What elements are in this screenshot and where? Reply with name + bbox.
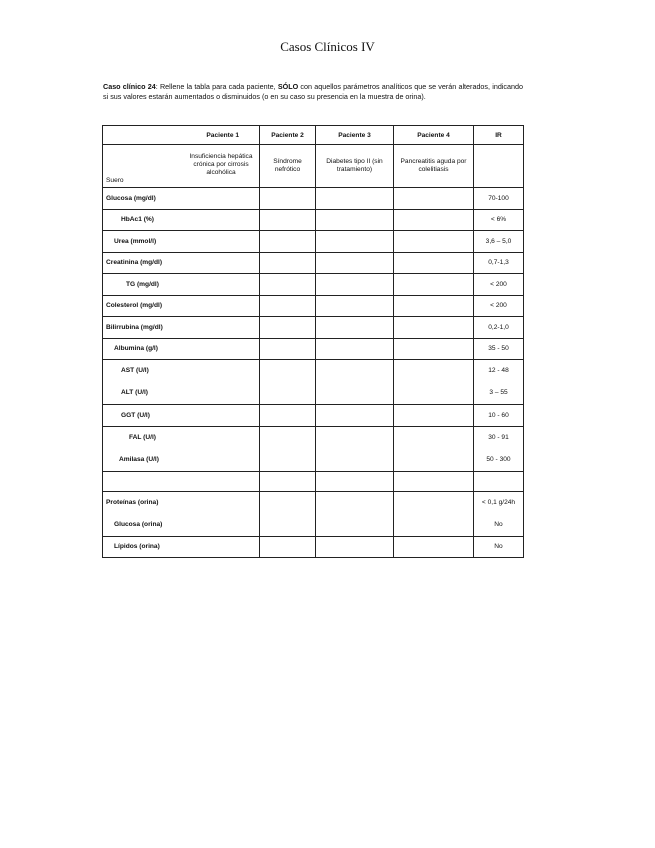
- patient-3-cell[interactable]: [316, 426, 394, 471]
- param-glucosa-orina: Glucosa (orina): [114, 520, 163, 528]
- table-row: [103, 188, 524, 210]
- param-label: Glucosa (mg/dl): [103, 188, 260, 210]
- patient-2-cell[interactable]: [260, 338, 316, 360]
- ir-ast: 12 - 48: [488, 367, 509, 374]
- suero-label: Suero: [106, 177, 124, 184]
- patient-2-cell[interactable]: [260, 536, 316, 558]
- instructions-emphasis: SÓLO: [277, 82, 299, 91]
- lab-parameters-table: [102, 125, 524, 558]
- param-fal: FAL (U/l): [129, 433, 156, 441]
- param-amilasa: Amilasa (U/l): [119, 455, 159, 463]
- blank-cell: [394, 471, 474, 491]
- patient-3-cell[interactable]: [316, 536, 394, 558]
- ir-glucosa-orina: No: [494, 520, 503, 528]
- patient-3-cell[interactable]: [316, 360, 394, 405]
- patient-1-description: Insuficiencia hepática crónica por cirrosis alcohólica: [189, 153, 253, 176]
- instructions-text-1: : Rellene la tabla para cada paciente,: [155, 82, 278, 91]
- ir-value: No: [474, 536, 524, 558]
- patient-4-cell[interactable]: [394, 295, 474, 317]
- param-label: [103, 491, 260, 536]
- patient-2-cell[interactable]: [260, 491, 316, 536]
- patient-2-cell[interactable]: [260, 209, 316, 231]
- patient-4-cell[interactable]: [394, 188, 474, 210]
- param-label: HbAc1 (%): [103, 209, 260, 231]
- patient-4-cell[interactable]: [394, 274, 474, 296]
- description-row: [103, 145, 524, 188]
- ir-value: < 200: [474, 295, 524, 317]
- patient-4-cell[interactable]: [394, 252, 474, 274]
- instructions-text-2: con aquellos parámetros analíticos que se verán alterados, indicando si sus valores estarán aumentados o disminuidos (o en su caso su presencia en la muestra de orina).: [103, 82, 523, 101]
- patient-4-cell[interactable]: [394, 536, 474, 558]
- ir-amilasa: 50 - 300: [486, 455, 511, 463]
- table-row: [103, 209, 524, 231]
- param-label: TG (mg/dl): [103, 274, 260, 296]
- patient-4-cell[interactable]: [394, 426, 474, 471]
- patient-4-cell[interactable]: [394, 405, 474, 427]
- blank-cell: [103, 471, 260, 491]
- param-label: Colesterol (mg/dl): [103, 295, 260, 317]
- ir-value: 35 - 50: [474, 338, 524, 360]
- patient-3-cell[interactable]: [316, 405, 394, 427]
- patient-2-cell[interactable]: [260, 295, 316, 317]
- patient-4-cell[interactable]: [394, 360, 474, 405]
- patient-2-cell[interactable]: [260, 317, 316, 339]
- ir-value: [474, 491, 524, 536]
- blank-cell: [316, 471, 394, 491]
- param-label: GGT (U/l): [103, 405, 260, 427]
- patient-3-cell[interactable]: [316, 209, 394, 231]
- patient-4-cell[interactable]: [394, 338, 474, 360]
- blank-row: [103, 471, 524, 491]
- table-row-group: [103, 426, 524, 471]
- param-ast: AST (U/l): [121, 367, 149, 374]
- table-row: [103, 338, 524, 360]
- param-label: Bilirrubina (mg/dl): [103, 317, 260, 339]
- ir-value: [474, 360, 524, 405]
- patient-2-cell[interactable]: [260, 274, 316, 296]
- table-row-group: [103, 360, 524, 405]
- ir-value: < 6%: [474, 209, 524, 231]
- header-row: [103, 126, 524, 145]
- patient-2-description[interactable]: Síndrome nefrótico: [260, 145, 316, 188]
- patient-2-cell[interactable]: [260, 426, 316, 471]
- param-proteinas-orina: Proteínas (orina): [106, 498, 159, 506]
- patient-3-cell[interactable]: [316, 491, 394, 536]
- case-label: Caso clínico 24: [103, 82, 156, 91]
- blank-cell: [474, 471, 524, 491]
- patient-1-description-cell[interactable]: [103, 145, 260, 188]
- header-patient-4: Paciente 4: [394, 126, 474, 145]
- table-row: [103, 295, 524, 317]
- table-row-group: [103, 491, 524, 536]
- param-label: Lípidos (orina): [103, 536, 260, 558]
- patient-4-description[interactable]: Pancreatitis aguda por colelitiasis: [394, 145, 474, 188]
- case-instructions: [103, 82, 523, 102]
- ir-fal: 30 - 91: [488, 433, 509, 441]
- header-patient-1: Paciente 1: [103, 126, 260, 145]
- param-label: [103, 360, 260, 405]
- param-label: [103, 426, 260, 471]
- patient-3-cell[interactable]: [316, 252, 394, 274]
- patient-2-cell[interactable]: [260, 252, 316, 274]
- ir-proteinas-orina: < 0,1 g/24h: [481, 498, 516, 506]
- ir-value: 70-100: [474, 188, 524, 210]
- header-patient-2: Paciente 2: [260, 126, 316, 145]
- patient-2-cell[interactable]: [260, 188, 316, 210]
- ir-value: 0,7-1,3: [474, 252, 524, 274]
- header-patient-3: Paciente 3: [316, 126, 394, 145]
- param-alt: ALT (U/l): [121, 389, 148, 396]
- ir-value: 0,2-1,0: [474, 317, 524, 339]
- table-row: [103, 536, 524, 558]
- blank-cell: [260, 471, 316, 491]
- table-row: [103, 274, 524, 296]
- patient-3-cell[interactable]: [316, 231, 394, 253]
- page-title: Casos Clínicos IV: [280, 39, 375, 54]
- param-label: Creatinina (mg/dl): [103, 252, 260, 274]
- ir-value: [474, 426, 524, 471]
- patient-4-cell[interactable]: [394, 209, 474, 231]
- patient-3-cell[interactable]: [316, 338, 394, 360]
- patient-4-cell[interactable]: [394, 317, 474, 339]
- ir-value: < 200: [474, 274, 524, 296]
- patient-2-cell[interactable]: [260, 405, 316, 427]
- patient-3-description[interactable]: Diabetes tipo II (sin tratamiento): [316, 145, 394, 188]
- patient-3-cell[interactable]: [316, 295, 394, 317]
- patient-4-cell[interactable]: [394, 491, 474, 536]
- ir-value: 3,6 – 5,0: [474, 231, 524, 253]
- param-label: Urea (mmol/l): [103, 231, 260, 253]
- table-row: [103, 317, 524, 339]
- table-row: [103, 252, 524, 274]
- patient-3-cell[interactable]: [316, 317, 394, 339]
- patient-3-cell[interactable]: [316, 188, 394, 210]
- param-label: Albumina (g/l): [103, 338, 260, 360]
- patient-2-cell[interactable]: [260, 360, 316, 405]
- table-row: [103, 231, 524, 253]
- patient-2-cell[interactable]: [260, 231, 316, 253]
- ir-alt: 3 – 55: [489, 389, 508, 396]
- ir-description-cell: [474, 145, 524, 188]
- header-ir: IR: [474, 126, 524, 145]
- table-row: [103, 405, 524, 427]
- patient-3-cell[interactable]: [316, 274, 394, 296]
- patient-4-cell[interactable]: [394, 231, 474, 253]
- ir-value: 10 - 60: [474, 405, 524, 427]
